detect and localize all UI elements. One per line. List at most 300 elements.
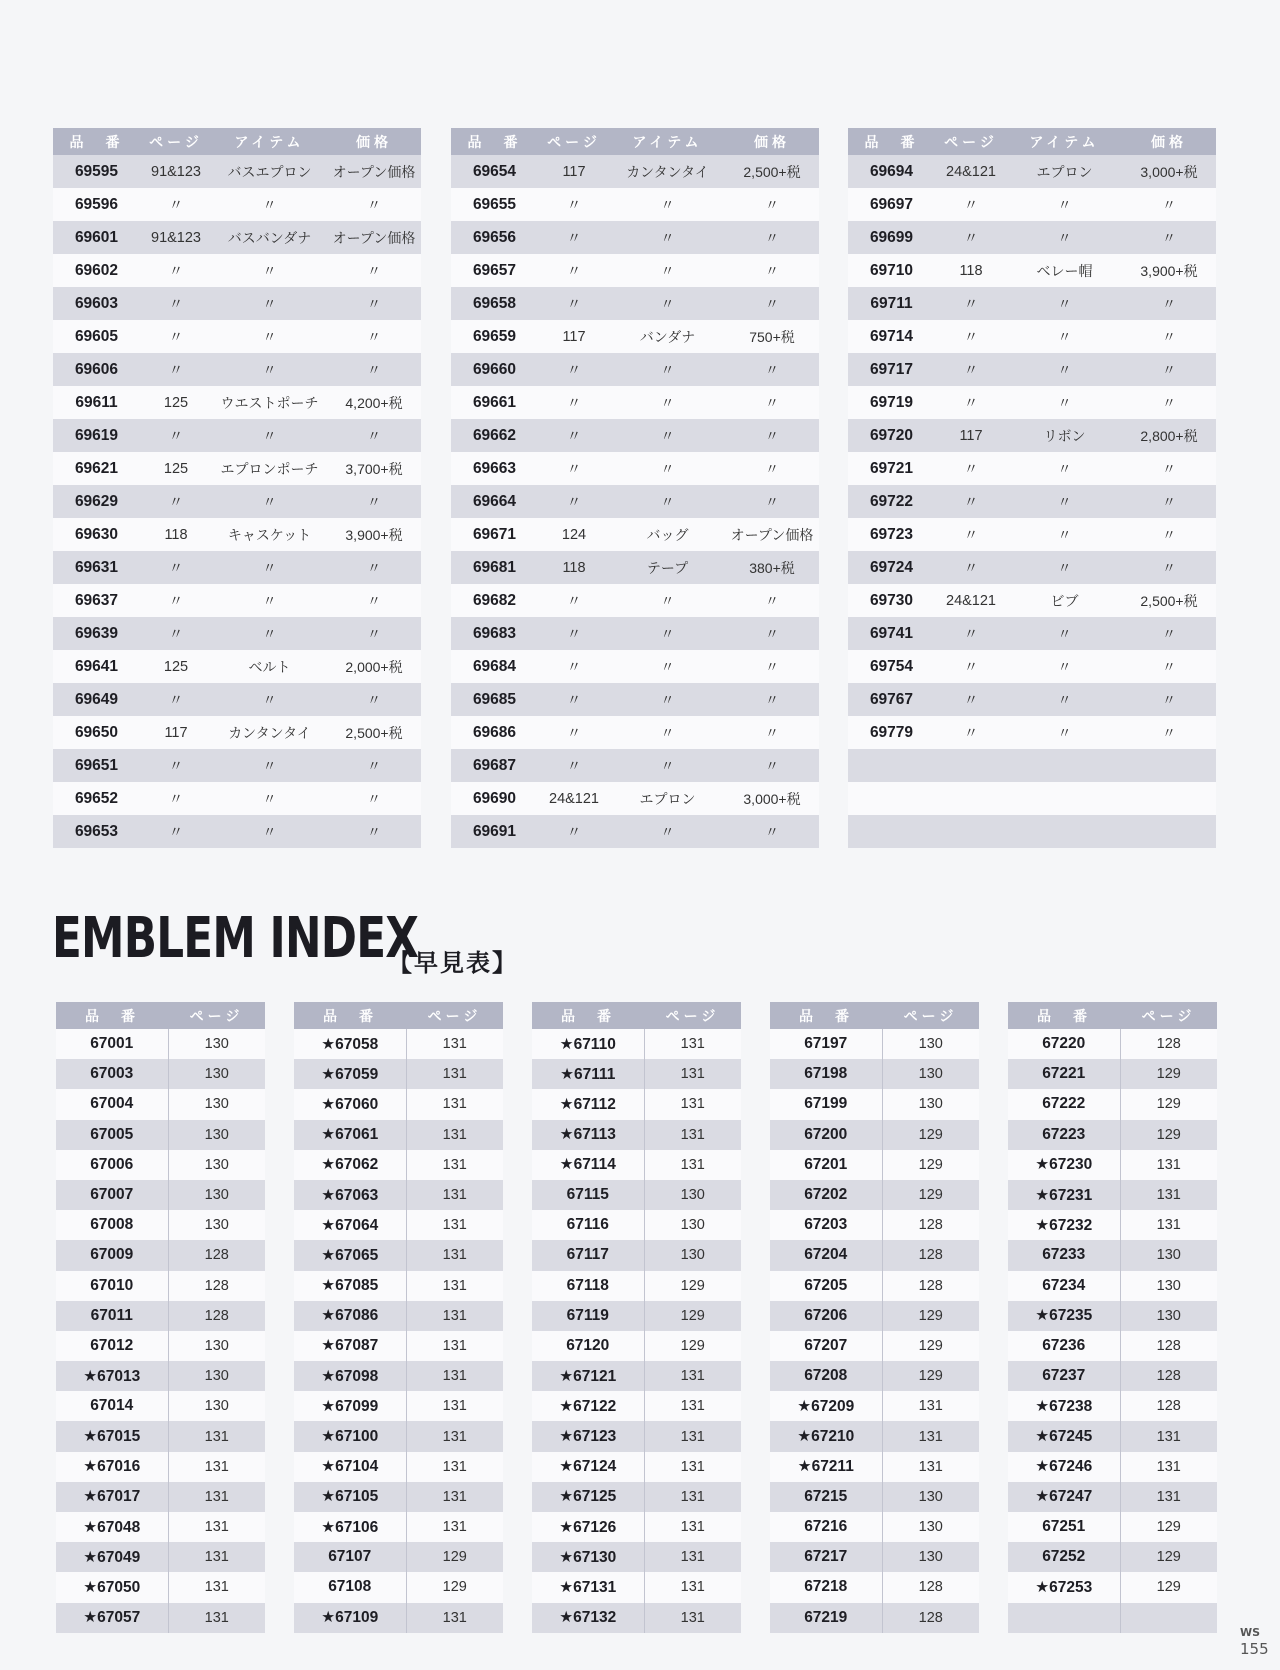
page-ref: 130 <box>882 1482 979 1512</box>
product-code: 69659 <box>451 320 538 353</box>
table-row <box>1008 1120 1217 1150</box>
table-row <box>770 1150 979 1180</box>
table-row <box>532 1421 741 1451</box>
price: 〃 <box>327 320 421 353</box>
emblem-code: ★67017 <box>56 1482 168 1512</box>
table-row <box>451 254 819 287</box>
emblem-code: ★67065 <box>294 1240 406 1270</box>
product-code: 69722 <box>848 485 935 518</box>
price: 〃 <box>725 485 819 518</box>
item-name: 〃 <box>212 320 327 353</box>
header-code: 品 番 <box>451 128 538 155</box>
page-ref: 〃 <box>140 617 212 650</box>
product-code: 69697 <box>848 188 935 221</box>
product-code: 69779 <box>848 716 935 749</box>
page-ref: 129 <box>644 1271 741 1301</box>
page-ref <box>935 782 1007 815</box>
emblem-code: 67219 <box>770 1603 882 1633</box>
header-page: ページ <box>935 128 1007 155</box>
table-row <box>56 1029 265 1059</box>
page-ref: 〃 <box>935 221 1007 254</box>
table-row <box>1008 1512 1217 1542</box>
product-code: 69603 <box>53 287 140 320</box>
page-ref: 131 <box>406 1150 503 1180</box>
price: 〃 <box>725 815 819 848</box>
table-row <box>848 617 1216 650</box>
product-code: 69662 <box>451 419 538 452</box>
price: 〃 <box>725 584 819 617</box>
item-name: 〃 <box>212 353 327 386</box>
page-ref: 129 <box>882 1150 979 1180</box>
table-row <box>1008 1180 1217 1210</box>
page-ref: 128 <box>882 1603 979 1633</box>
item-name: 〃 <box>212 188 327 221</box>
table-row <box>53 815 421 848</box>
table-row <box>848 716 1216 749</box>
product-code <box>848 749 935 782</box>
price: 380+税 <box>725 551 819 584</box>
table-row <box>53 782 421 815</box>
table-row <box>770 1059 979 1089</box>
table-row <box>532 1059 741 1089</box>
table-row <box>294 1120 503 1150</box>
item-name: 〃 <box>610 683 725 716</box>
table-row <box>770 1331 979 1361</box>
page-ref: 〃 <box>935 485 1007 518</box>
emblem-code: ★67058 <box>294 1029 406 1059</box>
price: 〃 <box>327 419 421 452</box>
table-row <box>451 617 819 650</box>
page-ref: 131 <box>406 1391 503 1421</box>
item-name: 〃 <box>1007 320 1122 353</box>
item-name: 〃 <box>610 353 725 386</box>
table-row <box>53 551 421 584</box>
page-ref: 130 <box>168 1059 265 1089</box>
emblem-code: ★67231 <box>1008 1180 1120 1210</box>
page-ref: 131 <box>644 1120 741 1150</box>
product-code: 69683 <box>451 617 538 650</box>
page-ref: 131 <box>644 1150 741 1180</box>
emblem-code: 67218 <box>770 1572 882 1602</box>
emblem-code: 67008 <box>56 1210 168 1240</box>
page-ref: 125 <box>140 386 212 419</box>
table-row <box>56 1210 265 1240</box>
price: 〃 <box>725 221 819 254</box>
table-row <box>848 815 1216 848</box>
item-name: 〃 <box>1007 485 1122 518</box>
table-row <box>56 1271 265 1301</box>
table-row <box>451 650 819 683</box>
price: 2,500+税 <box>1122 584 1216 617</box>
table-row <box>1008 1452 1217 1482</box>
page-ref: 130 <box>882 1089 979 1119</box>
emblem-code: ★67106 <box>294 1512 406 1542</box>
page-ref: 131 <box>406 1089 503 1119</box>
table-header-row <box>532 1002 741 1029</box>
table-row <box>532 1452 741 1482</box>
page-ref: 131 <box>406 1210 503 1240</box>
page-ref: 128 <box>168 1240 265 1270</box>
emblem-code: 67012 <box>56 1331 168 1361</box>
page-ref: 〃 <box>140 353 212 386</box>
price: 〃 <box>1122 320 1216 353</box>
header-page: ページ <box>538 128 610 155</box>
emblem-code: 67005 <box>56 1120 168 1150</box>
header-page: ページ <box>406 1002 503 1029</box>
price: 3,000+税 <box>725 782 819 815</box>
page-ref: 91&123 <box>140 155 212 188</box>
header-item: アイテム <box>1007 128 1122 155</box>
item-name: 〃 <box>1007 716 1122 749</box>
price: 〃 <box>725 188 819 221</box>
table-row <box>770 1452 979 1482</box>
emblem-code: ★67247 <box>1008 1482 1120 1512</box>
page-ref: 〃 <box>538 287 610 320</box>
page-ref: 〃 <box>538 815 610 848</box>
table-row <box>770 1572 979 1602</box>
emblem-code: 67001 <box>56 1029 168 1059</box>
price: 〃 <box>1122 518 1216 551</box>
item-name: 〃 <box>610 452 725 485</box>
emblem-code: 67222 <box>1008 1089 1120 1119</box>
emblem-table <box>770 1002 979 1633</box>
product-code: 69691 <box>451 815 538 848</box>
emblem-code: 67120 <box>532 1331 644 1361</box>
table-row <box>451 551 819 584</box>
emblem-code: 67223 <box>1008 1120 1120 1150</box>
page-ref: 130 <box>1120 1301 1217 1331</box>
page-ref: 129 <box>1120 1572 1217 1602</box>
emblem-code: ★67048 <box>56 1512 168 1542</box>
table-row <box>53 452 421 485</box>
table-row <box>53 617 421 650</box>
table-row <box>848 551 1216 584</box>
page-ref: 〃 <box>935 650 1007 683</box>
product-code: 69652 <box>53 782 140 815</box>
emblem-code: 67205 <box>770 1271 882 1301</box>
emblem-code: ★67126 <box>532 1512 644 1542</box>
header-code: 品 番 <box>770 1002 882 1029</box>
item-name: 〃 <box>610 617 725 650</box>
table-row <box>848 584 1216 617</box>
page-ref: 131 <box>644 1361 741 1391</box>
table-row <box>451 419 819 452</box>
product-code: 69629 <box>53 485 140 518</box>
page-ref: 〃 <box>140 254 212 287</box>
table-row <box>53 485 421 518</box>
page-ref: 117 <box>538 155 610 188</box>
emblem-code: ★67061 <box>294 1120 406 1150</box>
product-code: 69630 <box>53 518 140 551</box>
table-row <box>532 1120 741 1150</box>
emblem-code: 67202 <box>770 1180 882 1210</box>
table-header-row <box>294 1002 503 1029</box>
table-row <box>770 1029 979 1059</box>
product-code: 69684 <box>451 650 538 683</box>
table-row <box>56 1059 265 1089</box>
table-row <box>848 485 1216 518</box>
price: 〃 <box>725 287 819 320</box>
page-ref: 130 <box>644 1240 741 1270</box>
item-name: 〃 <box>212 254 327 287</box>
table-row <box>532 1331 741 1361</box>
product-code: 69651 <box>53 749 140 782</box>
product-code: 69619 <box>53 419 140 452</box>
emblem-code: 67234 <box>1008 1271 1120 1301</box>
page-ref: 〃 <box>538 419 610 452</box>
product-code: 69720 <box>848 419 935 452</box>
page-ref: 131 <box>406 1482 503 1512</box>
item-name <box>1007 749 1122 782</box>
product-code: 69657 <box>451 254 538 287</box>
table-row <box>770 1240 979 1270</box>
emblem-code: 67011 <box>56 1301 168 1331</box>
table-header-row <box>56 1002 265 1029</box>
item-name: 〃 <box>610 749 725 782</box>
table-row <box>451 749 819 782</box>
page-ref: 131 <box>406 1180 503 1210</box>
page-ref: 128 <box>168 1301 265 1331</box>
page-ref: 117 <box>538 320 610 353</box>
page-ref: 〃 <box>140 320 212 353</box>
product-code: 69681 <box>451 551 538 584</box>
emblem-code: ★67100 <box>294 1421 406 1451</box>
table-row <box>56 1150 265 1180</box>
table-row <box>294 1512 503 1542</box>
product-code: 69711 <box>848 287 935 320</box>
table-row <box>56 1361 265 1391</box>
page-ref: 131 <box>644 1452 741 1482</box>
header-price: 価格 <box>327 128 421 155</box>
price: 〃 <box>1122 287 1216 320</box>
table-row <box>53 386 421 419</box>
header-price: 価格 <box>725 128 819 155</box>
table-row <box>1008 1331 1217 1361</box>
page-ref: 131 <box>168 1512 265 1542</box>
price: 2,000+税 <box>327 650 421 683</box>
page-ref: 128 <box>882 1210 979 1240</box>
table-header-row <box>53 128 421 155</box>
item-name: 〃 <box>212 683 327 716</box>
price: 〃 <box>327 782 421 815</box>
product-code: 69685 <box>451 683 538 716</box>
price: 2,800+税 <box>1122 419 1216 452</box>
emblem-code: 67006 <box>56 1150 168 1180</box>
page-ref: 129 <box>882 1120 979 1150</box>
item-name: 〃 <box>212 782 327 815</box>
table-row <box>848 518 1216 551</box>
table-row <box>294 1482 503 1512</box>
table-row <box>451 386 819 419</box>
product-code: 69723 <box>848 518 935 551</box>
page-ref: 130 <box>1120 1240 1217 1270</box>
table-row <box>53 188 421 221</box>
page-ref: 131 <box>644 1391 741 1421</box>
page-ref: 〃 <box>538 716 610 749</box>
header-code: 品 番 <box>56 1002 168 1029</box>
table-row <box>770 1180 979 1210</box>
table-header-row <box>1008 1002 1217 1029</box>
table-row <box>770 1603 979 1633</box>
table-row <box>1008 1391 1217 1421</box>
product-code: 69671 <box>451 518 538 551</box>
emblem-code: 67014 <box>56 1391 168 1421</box>
page-ref: 〃 <box>538 188 610 221</box>
price <box>1122 782 1216 815</box>
emblem-code: 67004 <box>56 1089 168 1119</box>
emblem-table <box>294 1002 503 1633</box>
table-row <box>53 518 421 551</box>
emblem-code: 67252 <box>1008 1542 1120 1572</box>
emblem-code: 67118 <box>532 1271 644 1301</box>
emblem-code: ★67062 <box>294 1150 406 1180</box>
emblem-code: ★67112 <box>532 1089 644 1119</box>
page-ref: 〃 <box>140 584 212 617</box>
page-ref: 131 <box>168 1452 265 1482</box>
page-ref: 〃 <box>140 749 212 782</box>
page-ref: 〃 <box>935 518 1007 551</box>
emblem-code: ★67253 <box>1008 1572 1120 1602</box>
emblem-code: ★67211 <box>770 1452 882 1482</box>
table-row <box>848 782 1216 815</box>
table-row <box>294 1542 503 1572</box>
page-ref: 〃 <box>140 551 212 584</box>
table-row <box>294 1059 503 1089</box>
table-row <box>56 1572 265 1602</box>
item-name: ベレー帽 <box>1007 254 1122 287</box>
item-name: 〃 <box>1007 650 1122 683</box>
item-name: エプロンポーチ <box>212 452 327 485</box>
table-row <box>451 452 819 485</box>
page-ref <box>935 749 1007 782</box>
table-row <box>532 1301 741 1331</box>
product-code: 69650 <box>53 716 140 749</box>
emblem-code: 67009 <box>56 1240 168 1270</box>
page-ref: 〃 <box>935 353 1007 386</box>
page-ref: 131 <box>168 1572 265 1602</box>
page-ref: 128 <box>1120 1391 1217 1421</box>
table-row <box>1008 1301 1217 1331</box>
price: 〃 <box>725 749 819 782</box>
page-ref: 〃 <box>935 551 1007 584</box>
table-row <box>770 1542 979 1572</box>
emblem-code: 67216 <box>770 1512 882 1542</box>
emblem-index-title: EMBLEM INDEX <box>52 906 419 971</box>
emblem-code: 67117 <box>532 1240 644 1270</box>
table-row <box>770 1391 979 1421</box>
product-code: 69754 <box>848 650 935 683</box>
product-code: 69767 <box>848 683 935 716</box>
page-ref: 〃 <box>538 617 610 650</box>
table-row <box>1008 1542 1217 1572</box>
page-ref: 131 <box>406 1029 503 1059</box>
page-ref: 〃 <box>538 749 610 782</box>
item-name: エプロン <box>610 782 725 815</box>
price: オープン価格 <box>327 155 421 188</box>
table-row <box>451 287 819 320</box>
table-row <box>532 1361 741 1391</box>
price: 3,900+税 <box>327 518 421 551</box>
table-row <box>451 782 819 815</box>
table-row <box>294 1331 503 1361</box>
emblem-code: 67203 <box>770 1210 882 1240</box>
page-ref: 〃 <box>935 716 1007 749</box>
item-name: 〃 <box>1007 518 1122 551</box>
header-page: ページ <box>644 1002 741 1029</box>
emblem-code: ★67123 <box>532 1421 644 1451</box>
page-ref: 129 <box>1120 1542 1217 1572</box>
item-name: 〃 <box>212 485 327 518</box>
page-ref: 131 <box>406 1120 503 1150</box>
page-ref: 131 <box>644 1059 741 1089</box>
emblem-code: 67217 <box>770 1542 882 1572</box>
page-ref: 〃 <box>140 815 212 848</box>
page-ref: 131 <box>168 1542 265 1572</box>
emblem-table <box>1008 1002 1217 1633</box>
page-ref: 117 <box>140 716 212 749</box>
emblem-code: ★67125 <box>532 1482 644 1512</box>
page-ref: 131 <box>406 1240 503 1270</box>
page-ref: 131 <box>1120 1482 1217 1512</box>
emblem-code: ★67085 <box>294 1271 406 1301</box>
emblem-code: ★67013 <box>56 1361 168 1391</box>
product-code: 69605 <box>53 320 140 353</box>
table-row <box>532 1210 741 1240</box>
emblem-code: 67108 <box>294 1572 406 1602</box>
page-ref: 131 <box>644 1482 741 1512</box>
page-ref: 〃 <box>538 221 610 254</box>
price: 〃 <box>327 353 421 386</box>
emblem-code <box>1008 1603 1120 1633</box>
emblem-index-subtitle: 【早見表】 <box>388 949 518 977</box>
price: 3,000+税 <box>1122 155 1216 188</box>
table-row <box>451 320 819 353</box>
table-row <box>848 749 1216 782</box>
product-code: 69656 <box>451 221 538 254</box>
item-name: 〃 <box>212 617 327 650</box>
emblem-code: ★67105 <box>294 1482 406 1512</box>
table-row <box>1008 1361 1217 1391</box>
page-ref: 130 <box>168 1210 265 1240</box>
table-header-row <box>848 128 1216 155</box>
page-ref: 129 <box>1120 1120 1217 1150</box>
item-name: バッグ <box>610 518 725 551</box>
page-ref: 130 <box>644 1210 741 1240</box>
price: 〃 <box>725 716 819 749</box>
table-row <box>451 485 819 518</box>
page-ref: 131 <box>406 1512 503 1542</box>
price: 〃 <box>327 584 421 617</box>
page-ref: 131 <box>644 1603 741 1633</box>
header-page: ページ <box>168 1002 265 1029</box>
price: 〃 <box>1122 485 1216 518</box>
table-row <box>532 1150 741 1180</box>
price: 〃 <box>327 815 421 848</box>
page-ref: 131 <box>406 1331 503 1361</box>
item-name: 〃 <box>610 815 725 848</box>
table-header-row <box>770 1002 979 1029</box>
price: 〃 <box>725 353 819 386</box>
item-name: ビブ <box>1007 584 1122 617</box>
item-name: 〃 <box>610 650 725 683</box>
table-row <box>848 188 1216 221</box>
table-row <box>294 1210 503 1240</box>
table-row <box>451 188 819 221</box>
table-row <box>294 1180 503 1210</box>
page-ref: 129 <box>644 1301 741 1331</box>
page-ref: 128 <box>1120 1029 1217 1059</box>
page-ref: 125 <box>140 650 212 683</box>
